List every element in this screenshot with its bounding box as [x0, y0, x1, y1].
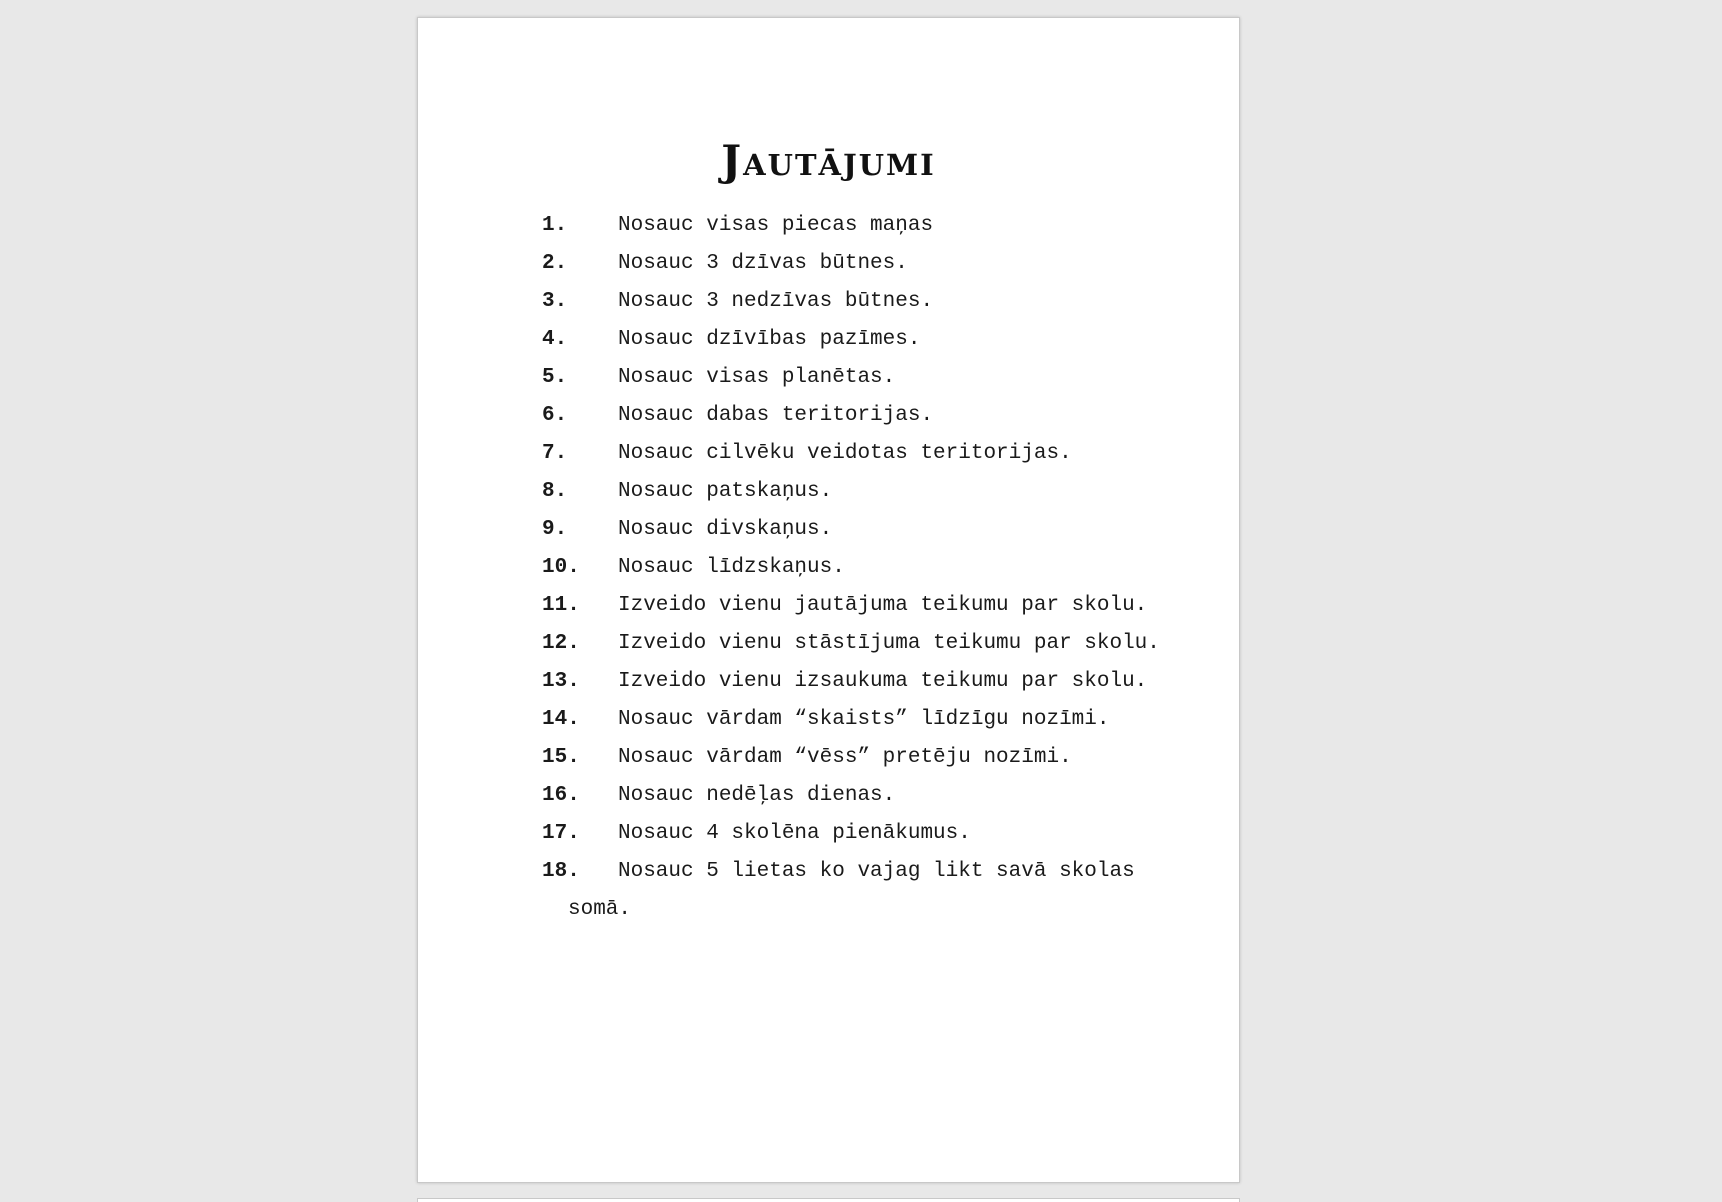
- item-number: 3.: [542, 290, 568, 313]
- item-text: Izveido vienu stāstījuma teikumu par skolu.: [618, 632, 1160, 655]
- item-number: 8.: [542, 480, 568, 503]
- item-text: Izveido vienu izsaukuma teikumu par skolu.: [618, 670, 1148, 693]
- list-item: [542, 245, 1162, 283]
- item-text: Nosauc dzīvības pazīmes.: [618, 328, 921, 351]
- item-text: Nosauc vārdam “skaists” līdzīgu nozīmi.: [618, 708, 1110, 731]
- item-text: Nosauc līdzskaņus.: [618, 556, 845, 579]
- item-text: Nosauc 5 lietas ko vajag likt savā skolas somā.: [568, 860, 1148, 921]
- list-item: [542, 549, 1162, 587]
- item-number: 16.: [542, 784, 580, 807]
- item-number: 9.: [542, 518, 568, 541]
- list-item: [542, 283, 1162, 321]
- item-text: Nosauc patskaņus.: [618, 480, 833, 503]
- item-text: Nosauc dabas teritorijas.: [618, 404, 934, 427]
- item-number: 4.: [542, 328, 568, 351]
- list-item: [542, 207, 1162, 245]
- list-item: [542, 397, 1162, 435]
- item-number: 10.: [542, 556, 580, 579]
- page-title: Jautājumi: [721, 136, 936, 185]
- list-item: [542, 587, 1162, 625]
- item-text: Nosauc 4 skolēna pienākumus.: [618, 822, 971, 845]
- list-item: [542, 739, 1162, 777]
- list-item: [542, 473, 1162, 511]
- item-number: 12.: [542, 632, 580, 655]
- list-item: [542, 625, 1162, 663]
- item-text: Nosauc cilvēku veidotas teritorijas.: [618, 442, 1072, 465]
- item-text: Izveido vienu jautājuma teikumu par skolu.: [618, 594, 1148, 617]
- list-item: [542, 815, 1162, 853]
- list-item: [542, 853, 1162, 929]
- question-list: [542, 207, 1162, 929]
- list-item: [542, 511, 1162, 549]
- item-number: 5.: [542, 366, 568, 389]
- item-text: Nosauc 3 nedzīvas būtnes.: [618, 290, 934, 313]
- list-item: [542, 701, 1162, 739]
- list-item: [542, 663, 1162, 701]
- item-number: 13.: [542, 670, 580, 693]
- next-page-edge: [417, 1198, 1240, 1202]
- item-number: 1.: [542, 214, 568, 237]
- item-text: Nosauc divskaņus.: [618, 518, 833, 541]
- list-item: [542, 435, 1162, 473]
- list-item: [542, 321, 1162, 359]
- item-number: 6.: [542, 404, 568, 427]
- item-text: Nosauc visas planētas.: [618, 366, 896, 389]
- item-text: Nosauc 3 dzīvas būtnes.: [618, 252, 908, 275]
- item-number: 7.: [542, 442, 568, 465]
- document-page: [417, 17, 1240, 1183]
- item-number: 11.: [542, 594, 580, 617]
- item-number: 14.: [542, 708, 580, 731]
- item-text: Nosauc vārdam “vēss” pretēju nozīmi.: [618, 746, 1072, 769]
- item-number: 17.: [542, 822, 580, 845]
- item-text: Nosauc visas piecas maņas: [618, 214, 934, 237]
- item-text: Nosauc nedēļas dienas.: [618, 784, 896, 807]
- item-number: 2.: [542, 252, 568, 275]
- item-number: 15.: [542, 746, 580, 769]
- item-number: 18.: [542, 860, 580, 883]
- list-item: [542, 359, 1162, 397]
- list-item: [542, 777, 1162, 815]
